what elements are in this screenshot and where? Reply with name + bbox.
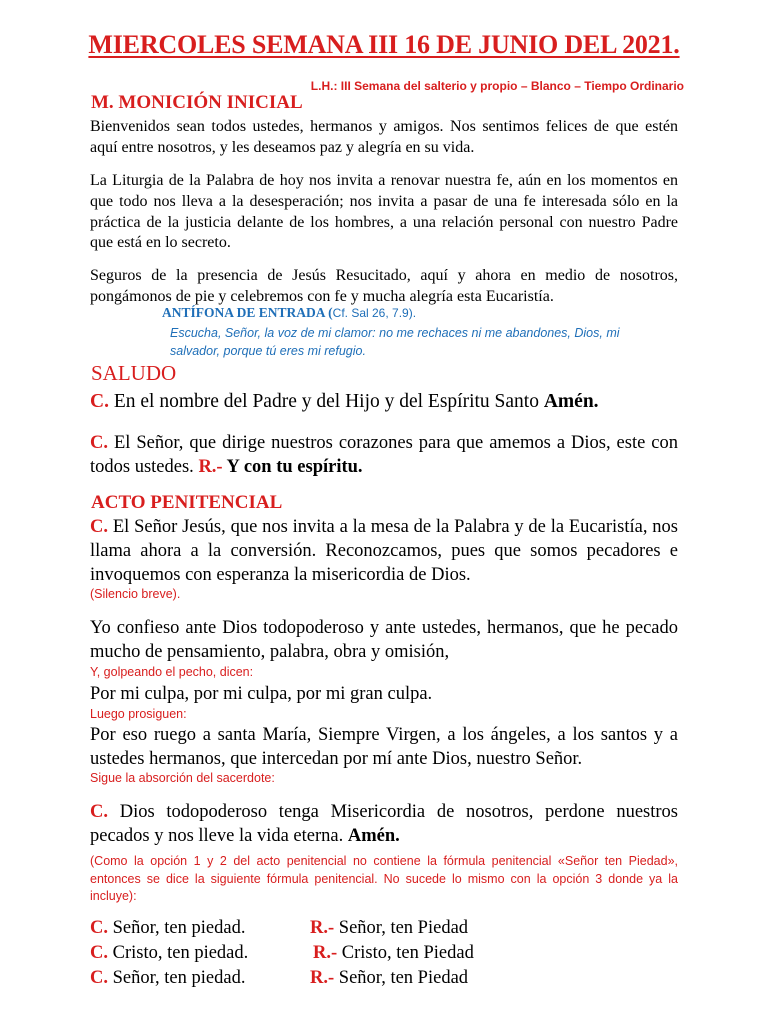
antifona-text — [170, 325, 670, 360]
prosiguen-note: Luego prosiguen: — [90, 707, 187, 721]
celebrant-label: C. — [90, 943, 108, 963]
antifona-reference: Cf. Sal 26, 7.9). — [332, 306, 417, 320]
saludo-response: Y con tu espíritu. — [222, 457, 363, 478]
response-label: R.- — [198, 457, 223, 478]
response-label: R.- — [310, 968, 335, 988]
monicion-paragraph-2: La Liturgia de la Palabra de hoy nos invita a renovar nuestra fe, aún en los momentos en que todo nos lleva a la desesperación; nos invita a pasar de una fe interesada sólo en la práctica de la justicia delante de los hombres, a una relación personal con nuestro Padre que está en lo secreto. — [90, 172, 678, 252]
celebrant-label: C. — [90, 517, 108, 537]
page-title: MIERCOLES SEMANA III 16 DE JUNIO DEL 2021. — [88, 30, 680, 59]
kyrie-celebrant-2-text: Cristo, ten piedad. — [108, 943, 249, 963]
celebrant-label: C. — [90, 968, 108, 988]
absolution-text-content: Dios todopoderoso tenga Misericordia de nosotros, perdone nuestros pecados y nos lleve la vida eterna. — [90, 802, 678, 847]
por-eso-ruego-text: Por eso ruego a santa María, Siempre Virgen, a los ángeles, a los santos y a ustedes hermanos, que intercedan por mí ante Dios, nuestro Señor. — [90, 725, 678, 770]
response-label: R.- — [313, 943, 338, 963]
kyrie-celebrant-2 — [90, 943, 248, 964]
celebrant-label: C. — [90, 802, 108, 822]
monicion-heading: M. MONICIÓN INICIAL — [91, 92, 303, 113]
saludo-line-1-text: En el nombre del Padre y del Hijo y del Espíritu Santo — [108, 391, 544, 412]
acto-paragraph-1-text: El Señor Jesús, que nos invita a la mesa de la Palabra y de la Eucaristía, nos llama ahora a la conversión. Reconozcamos, pues que somos pecadores e invoquemos con esperanza la misericordia de Dios. — [90, 517, 678, 586]
antifona-line — [162, 305, 416, 321]
formula-note: (Como la opción 1 y 2 del acto penitencial no contiene la fórmula penitencial «Señor ten Piedad», entonces se dice la siguiente fórmula penitencial. No sucede lo mismo con la opción 3 donde ya la incluye): — [90, 854, 678, 903]
response-label: R.- — [310, 918, 335, 938]
kyrie-celebrant-1 — [90, 918, 245, 939]
liturgy-hours-note: L.H.: III Semana del salterio y propio – Blanco – Tiempo Ordinario — [310, 79, 684, 93]
golpeando-note: Y, golpeando el pecho, dicen: — [90, 665, 254, 679]
kyrie-response-3-text: Señor, ten Piedad — [334, 968, 469, 988]
kyrie-celebrant-3 — [90, 968, 245, 989]
kyrie-celebrant-3-text: Señor, ten piedad. — [108, 968, 246, 988]
monicion-paragraph-1: Bienvenidos sean todos ustedes, hermanos y amigos. Nos sentimos felices de que estén aquí entre nosotros, y les deseamos paz y alegría en su vida. — [90, 118, 678, 156]
saludo-heading: SALUDO — [91, 361, 177, 385]
celebrant-label: C. — [90, 391, 109, 412]
kyrie-response-3 — [310, 968, 468, 989]
absorcion-note: Sigue la absorción del sacerdote: — [90, 771, 275, 785]
kyrie-response-2-text: Cristo, ten Piedad — [337, 943, 474, 963]
saludo-line-1 — [90, 389, 678, 414]
yo-confieso-text: Yo confieso ante Dios todopoderoso y ante ustedes, hermanos, que he pecado mucho de pensamiento, palabra, obra y omisión, — [90, 618, 678, 663]
antifona-label: ANTÍFONA DE ENTRADA ( — [162, 305, 333, 320]
monicion-paragraph-3: Seguros de la presencia de Jesús Resucitado, aquí y ahora en medio de nosotros, pongámonos de pie y celebremos con fe y mucha alegría esta Eucaristía. — [90, 267, 678, 305]
saludo-line-2 — [90, 431, 678, 479]
silencio-note: (Silencio breve). — [90, 587, 181, 601]
saludo-amen: Amén. — [543, 391, 599, 412]
acto-penitencial-heading: ACTO PENITENCIAL — [91, 492, 283, 513]
absolution-amen: Amén. — [347, 826, 400, 847]
por-mi-culpa-text: Por mi culpa, por mi culpa, por mi gran culpa. — [90, 684, 433, 704]
celebrant-label: C. — [90, 918, 108, 938]
kyrie-response-1-text: Señor, ten Piedad — [334, 918, 469, 938]
antifona-text-content: Escucha, Señor, la voz de mi clamor: no me rechaces ni me abandones, Dios, mi salvador, porque tú eres mi refugio. — [170, 326, 620, 358]
absolution-text — [90, 800, 678, 848]
celebrant-label: C. — [90, 433, 108, 453]
saludo-line-2-text: El Señor, que dirige nuestros corazones para que amemos a Dios, este con todos ustedes. — [90, 433, 678, 478]
kyrie-response-1 — [310, 918, 468, 939]
kyrie-response-2 — [313, 943, 474, 964]
acto-paragraph-1 — [90, 515, 678, 588]
kyrie-celebrant-1-text: Señor, ten piedad. — [108, 918, 246, 938]
